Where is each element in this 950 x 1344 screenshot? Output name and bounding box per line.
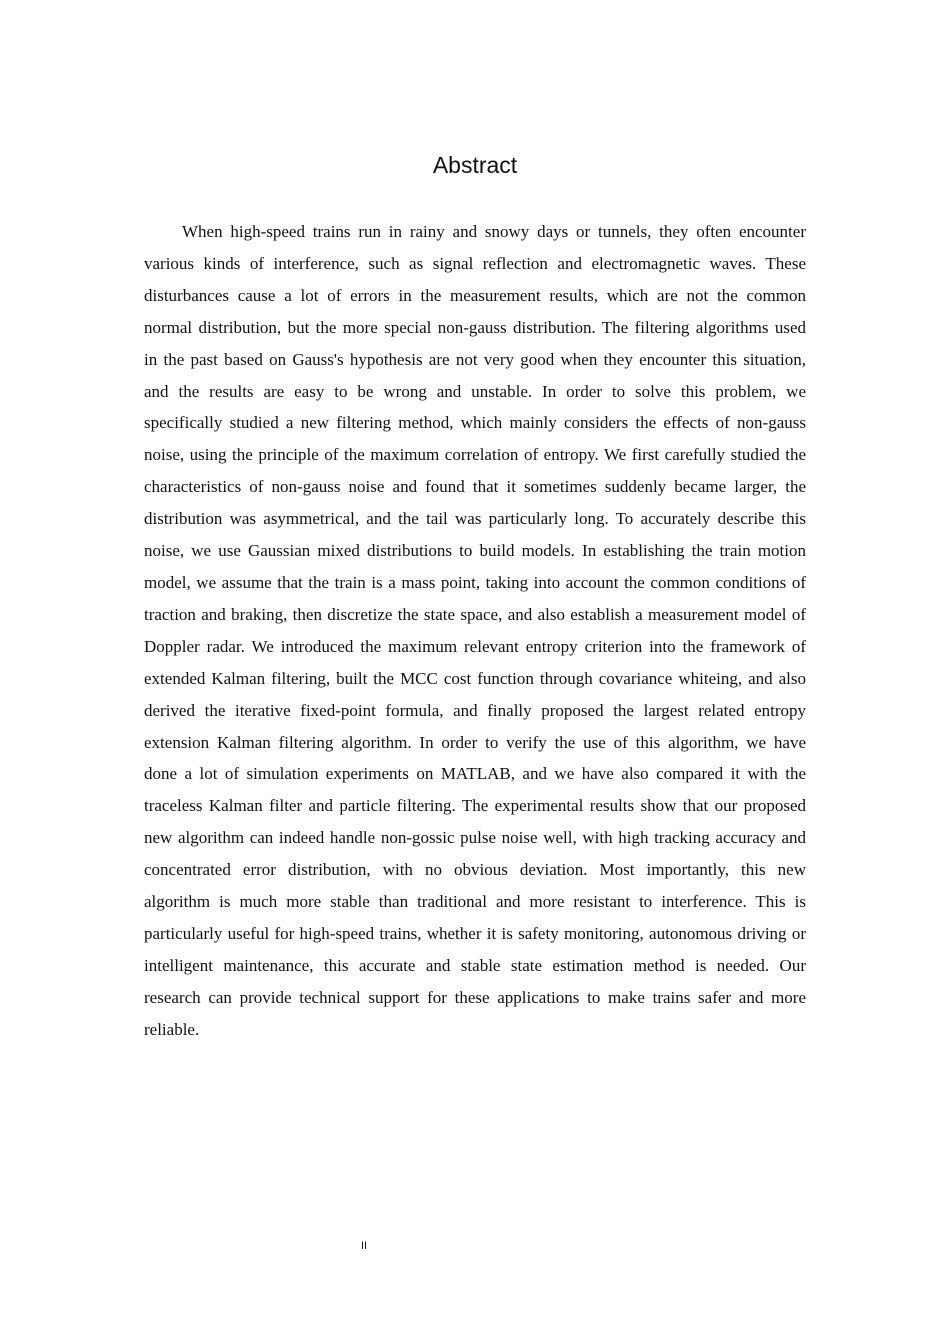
page-title: Abstract [432, 152, 518, 178]
abstract-paragraph: When high-speed trains run in rainy and snowy days or tunnels, they often encounter various kinds of interference, such as signal reflection and electromagnetic waves. These disturbances cause a lot of errors in the measurement results, which are not the common normal distribution, but the more special non-gauss distribution. The filtering algorithms used in the past based on Gauss's hypothesis are not very good when they encounter this situation, and the results are easy to be wrong and unstable. In order to solve this problem, we specifically studied a new filtering method, which mainly considers the effects of non-gauss noise, using the principle of the maximum correlation of entropy. We first carefully studied the characteristics of non-gauss noise and found that it sometimes suddenly became larger, the distribution was asymmetrical, and the tail was particularly long. To accurately describe this noise, we use Gaussian mixed distributions to build models. In establishing the train motion model, we assume that the train is a mass point, taking into account the common conditions of traction and braking, then discretize the state space, and also establish a measurement model of Doppler radar. We introduced the maximum relevant entropy criterion into the framework of extended Kalman filtering, built the MCC cost function through covariance whiteing, and also derived the iterative fixed-point formula, and finally proposed the largest related entropy extension Kalman filtering algorithm. In order to verify the use of this algorithm, we have done a lot of simulation experiments on MATLAB, and we have also compared it with the traceless Kalman filter and particle filtering. The experimental results show that our proposed new algorithm can indeed handle non-gossic pulse noise well, with high tracking accuracy and concentrated error distribution, with no obvious deviation. Most importantly, this new algorithm is much more stable than traditional and more resistant to interference. This is particularly useful for high-speed trains, whether it is safety monitoring, autonomous driving or intelligent maintenance, this accurate and stable state estimation method is needed. Our research can provide technical support for these applications to make trains safer and more reliable. [144, 222, 806, 1039]
page-number: II [360, 1240, 368, 1252]
